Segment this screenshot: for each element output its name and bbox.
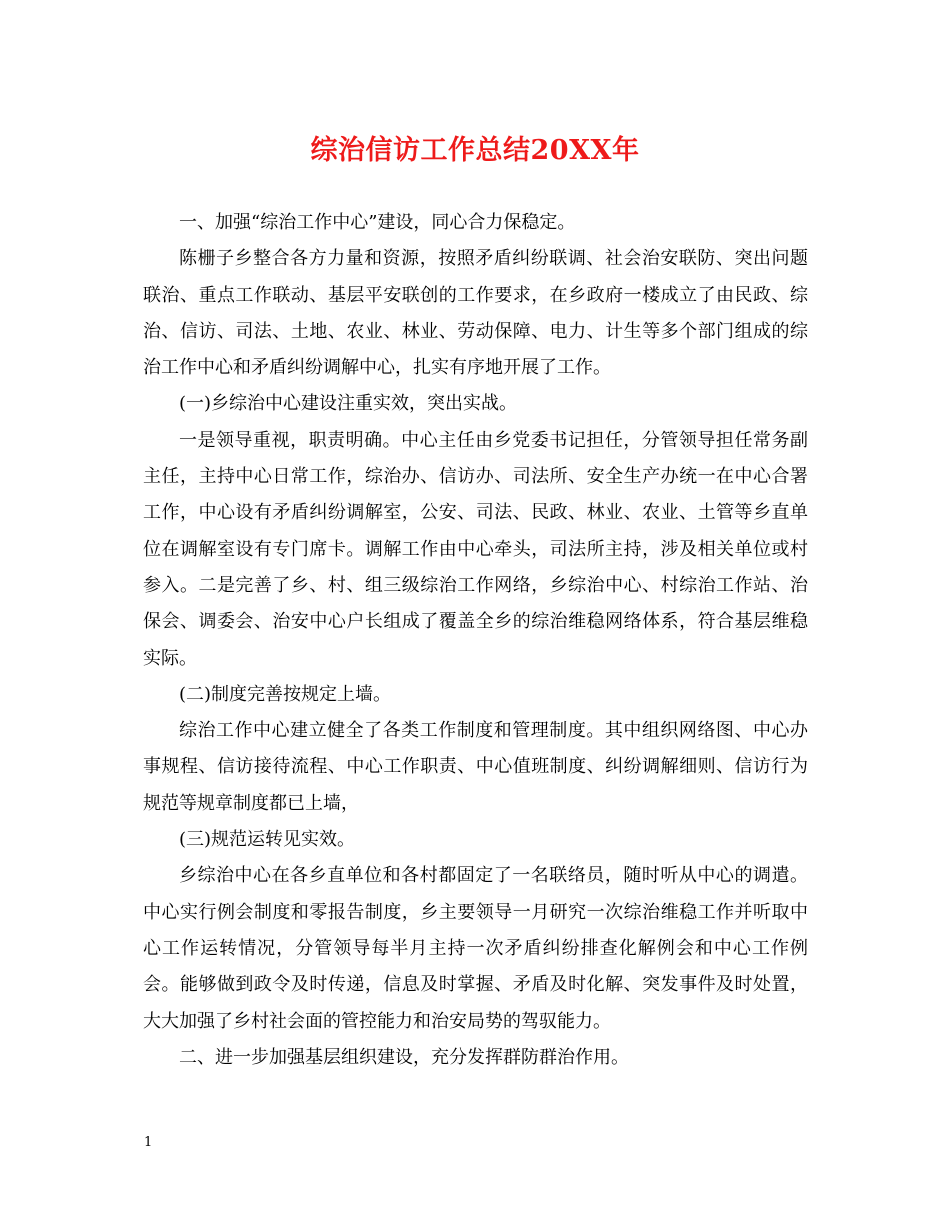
page-number: 1 bbox=[144, 1135, 153, 1150]
subheading-1: (一)乡综治中心建设注重实效，突出实战。 bbox=[179, 393, 518, 415]
subheading-3: (三)规范运转见实效。 bbox=[179, 829, 356, 851]
paragraph: 陈栅子乡整合各方力量和资源，按照矛盾纠纷联调、社会治安联防、突出问题联治、重点工作联动、基层平安联创的工作要求，在乡政府一楼成立了由民政、综治、信访、司法、土地、农业、林业、劳动保障、电力、计生等多个部门组成的综治工作中心和矛盾纠纷调解中心，扎实有序地开展了工作。 bbox=[143, 248, 808, 379]
paragraph: 综治工作中心建立健全了各类工作制度和管理制度。其中组织网络图、中心办事规程、信访接待流程、中心工作职责、中心值班制度、纠纷调解细则、信访行为规范等规章制度都已上墙， bbox=[143, 720, 808, 814]
document-title: 综治信访工作总结20XX年 bbox=[310, 135, 640, 166]
heading-2: 二、进一步加强基层组织建设，充分发挥群防群治作用。 bbox=[179, 1046, 629, 1068]
paragraph: 乡综治中心在各乡直单位和各村都固定了一名联络员，随时听从中心的调遣。中心实行例会制度和零报告制度，乡主要领导一月研究一次综治维稳工作并听取中心工作运转情况，分管领导每半月主持一次矛盾纠纷排查化解例会和中心工作例会。能够做到政令及时传递，信息及时掌握、矛盾及时化解、突发事件及时处置，大大加强了乡村社会面的管控能力和治安局势的驾驭能力。 bbox=[143, 865, 808, 1032]
paragraph: 一是领导重视，职责明确。中心主任由乡党委书记担任，分管领导担任常务副主任，主持中心日常工作，综治办、信访办、司法所、安全生产办统一在中心合署工作，中心设有矛盾纠纷调解室，公安、司法、民政、林业、农业、土管等乡直单位在调解室设有专门席卡。调解工作由中心牵头，司法所主持，涉及相关单位或村参入。二是完善了乡、村、组三级综治工作网络，乡综治中心、村综治工作站、治保会、调委会、治安中心户长组成了覆盖全乡的综治维稳网络体系，符合基层维稳实际。 bbox=[143, 429, 808, 669]
heading-1: 一、加强“综治工作中心”建设，同心合力保稳定。 bbox=[179, 212, 576, 233]
document-body bbox=[143, 205, 808, 1076]
subheading-2: (二)制度完善按规定上墙。 bbox=[179, 683, 392, 705]
